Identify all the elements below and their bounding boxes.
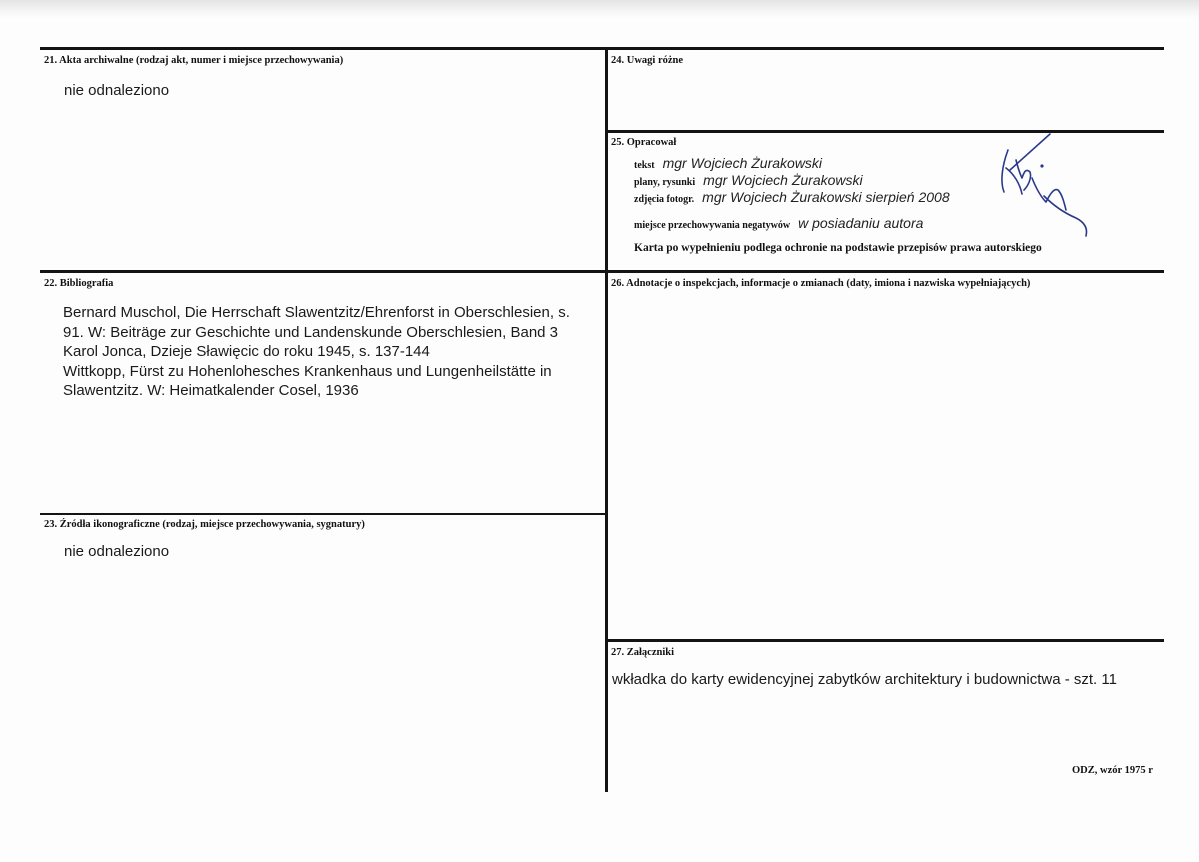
bibliography-line: Bernard Muschol, Die Herrschaft Slawentzitz/Ehrenforst in Oberschlesien, s. (63, 304, 570, 321)
bibliography-line: Wittkopp, Fürst zu Hohenlohesches Krankenhaus und Lungenheilstätte in (63, 362, 552, 380)
zdjecia-row (634, 189, 950, 207)
rule-above-22-26 (40, 270, 1164, 273)
plany-label: plany, rysunki (634, 177, 696, 188)
section-21-header: 21. Akta archiwalne (rodzaj akt, numer i miejsce przechowywania) (44, 55, 344, 66)
top-rule (40, 47, 1164, 50)
rule-above-27 (606, 639, 1164, 642)
scan-edge (0, 0, 1199, 18)
bibliography-line: Karol Jonca, Dzieje Sławięcic do roku 1945, s. 137-144 (63, 343, 430, 360)
plany-value: mgr Wojciech Żurakowski (703, 172, 863, 188)
section-26-header: 26. Adnotacje o inspekcjach, informacje o zmianach (daty, imiona i nazwiska wypełniających) (611, 278, 1031, 289)
bibliography-line: 91. W: Beiträge zur Geschichte und Landenskunde Oberschlesien, Band 3 (63, 323, 559, 341)
negatywy-value: w posiadaniu autora (798, 215, 924, 231)
section-27-value: wkładka do karty ewidencyjnej zabytków architektury i budownictwa - szt. 11 (612, 671, 1117, 688)
tekst-value: mgr Wojciech Żurakowski (662, 155, 823, 171)
form-code: ODZ, wzór 1975 r (1072, 765, 1153, 776)
bibliography-list (63, 303, 598, 401)
plany-row (634, 172, 863, 190)
bibliography-line: Slawentzitz. W: Heimatkalender Cosel, 1936 (63, 382, 359, 399)
section-21-value: nie odnaleziono (64, 82, 170, 99)
signature (992, 132, 1092, 240)
negatywy-row (634, 215, 923, 233)
rule-above-23 (40, 513, 607, 515)
center-divider (605, 47, 608, 792)
section-23-header: 23. Źródła ikonograficzne (rodzaj, miejsce przechowywania, sygnatury) (44, 519, 365, 530)
section-24-header: 24. Uwagi różne (611, 55, 684, 66)
negatywy-label: miejsce przechowywania negatywów (634, 220, 791, 231)
section-25-header: 25. Opracował (611, 137, 677, 148)
copyright-notice: Karta po wypełnieniu podlega ochronie na podstawie przepisów prawa autorskiego (634, 242, 1042, 254)
section-27-header: 27. Załączniki (611, 647, 675, 658)
section-23-value: nie odnaleziono (64, 543, 170, 560)
tekst-label: tekst (634, 160, 655, 171)
section-22-header: 22. Bibliografia (44, 278, 114, 289)
zdjecia-label: zdjęcia fotogr. (634, 194, 695, 205)
zdjecia-value: mgr Wojciech Żurakowski sierpień 2008 (702, 189, 950, 205)
tekst-row (634, 155, 822, 173)
